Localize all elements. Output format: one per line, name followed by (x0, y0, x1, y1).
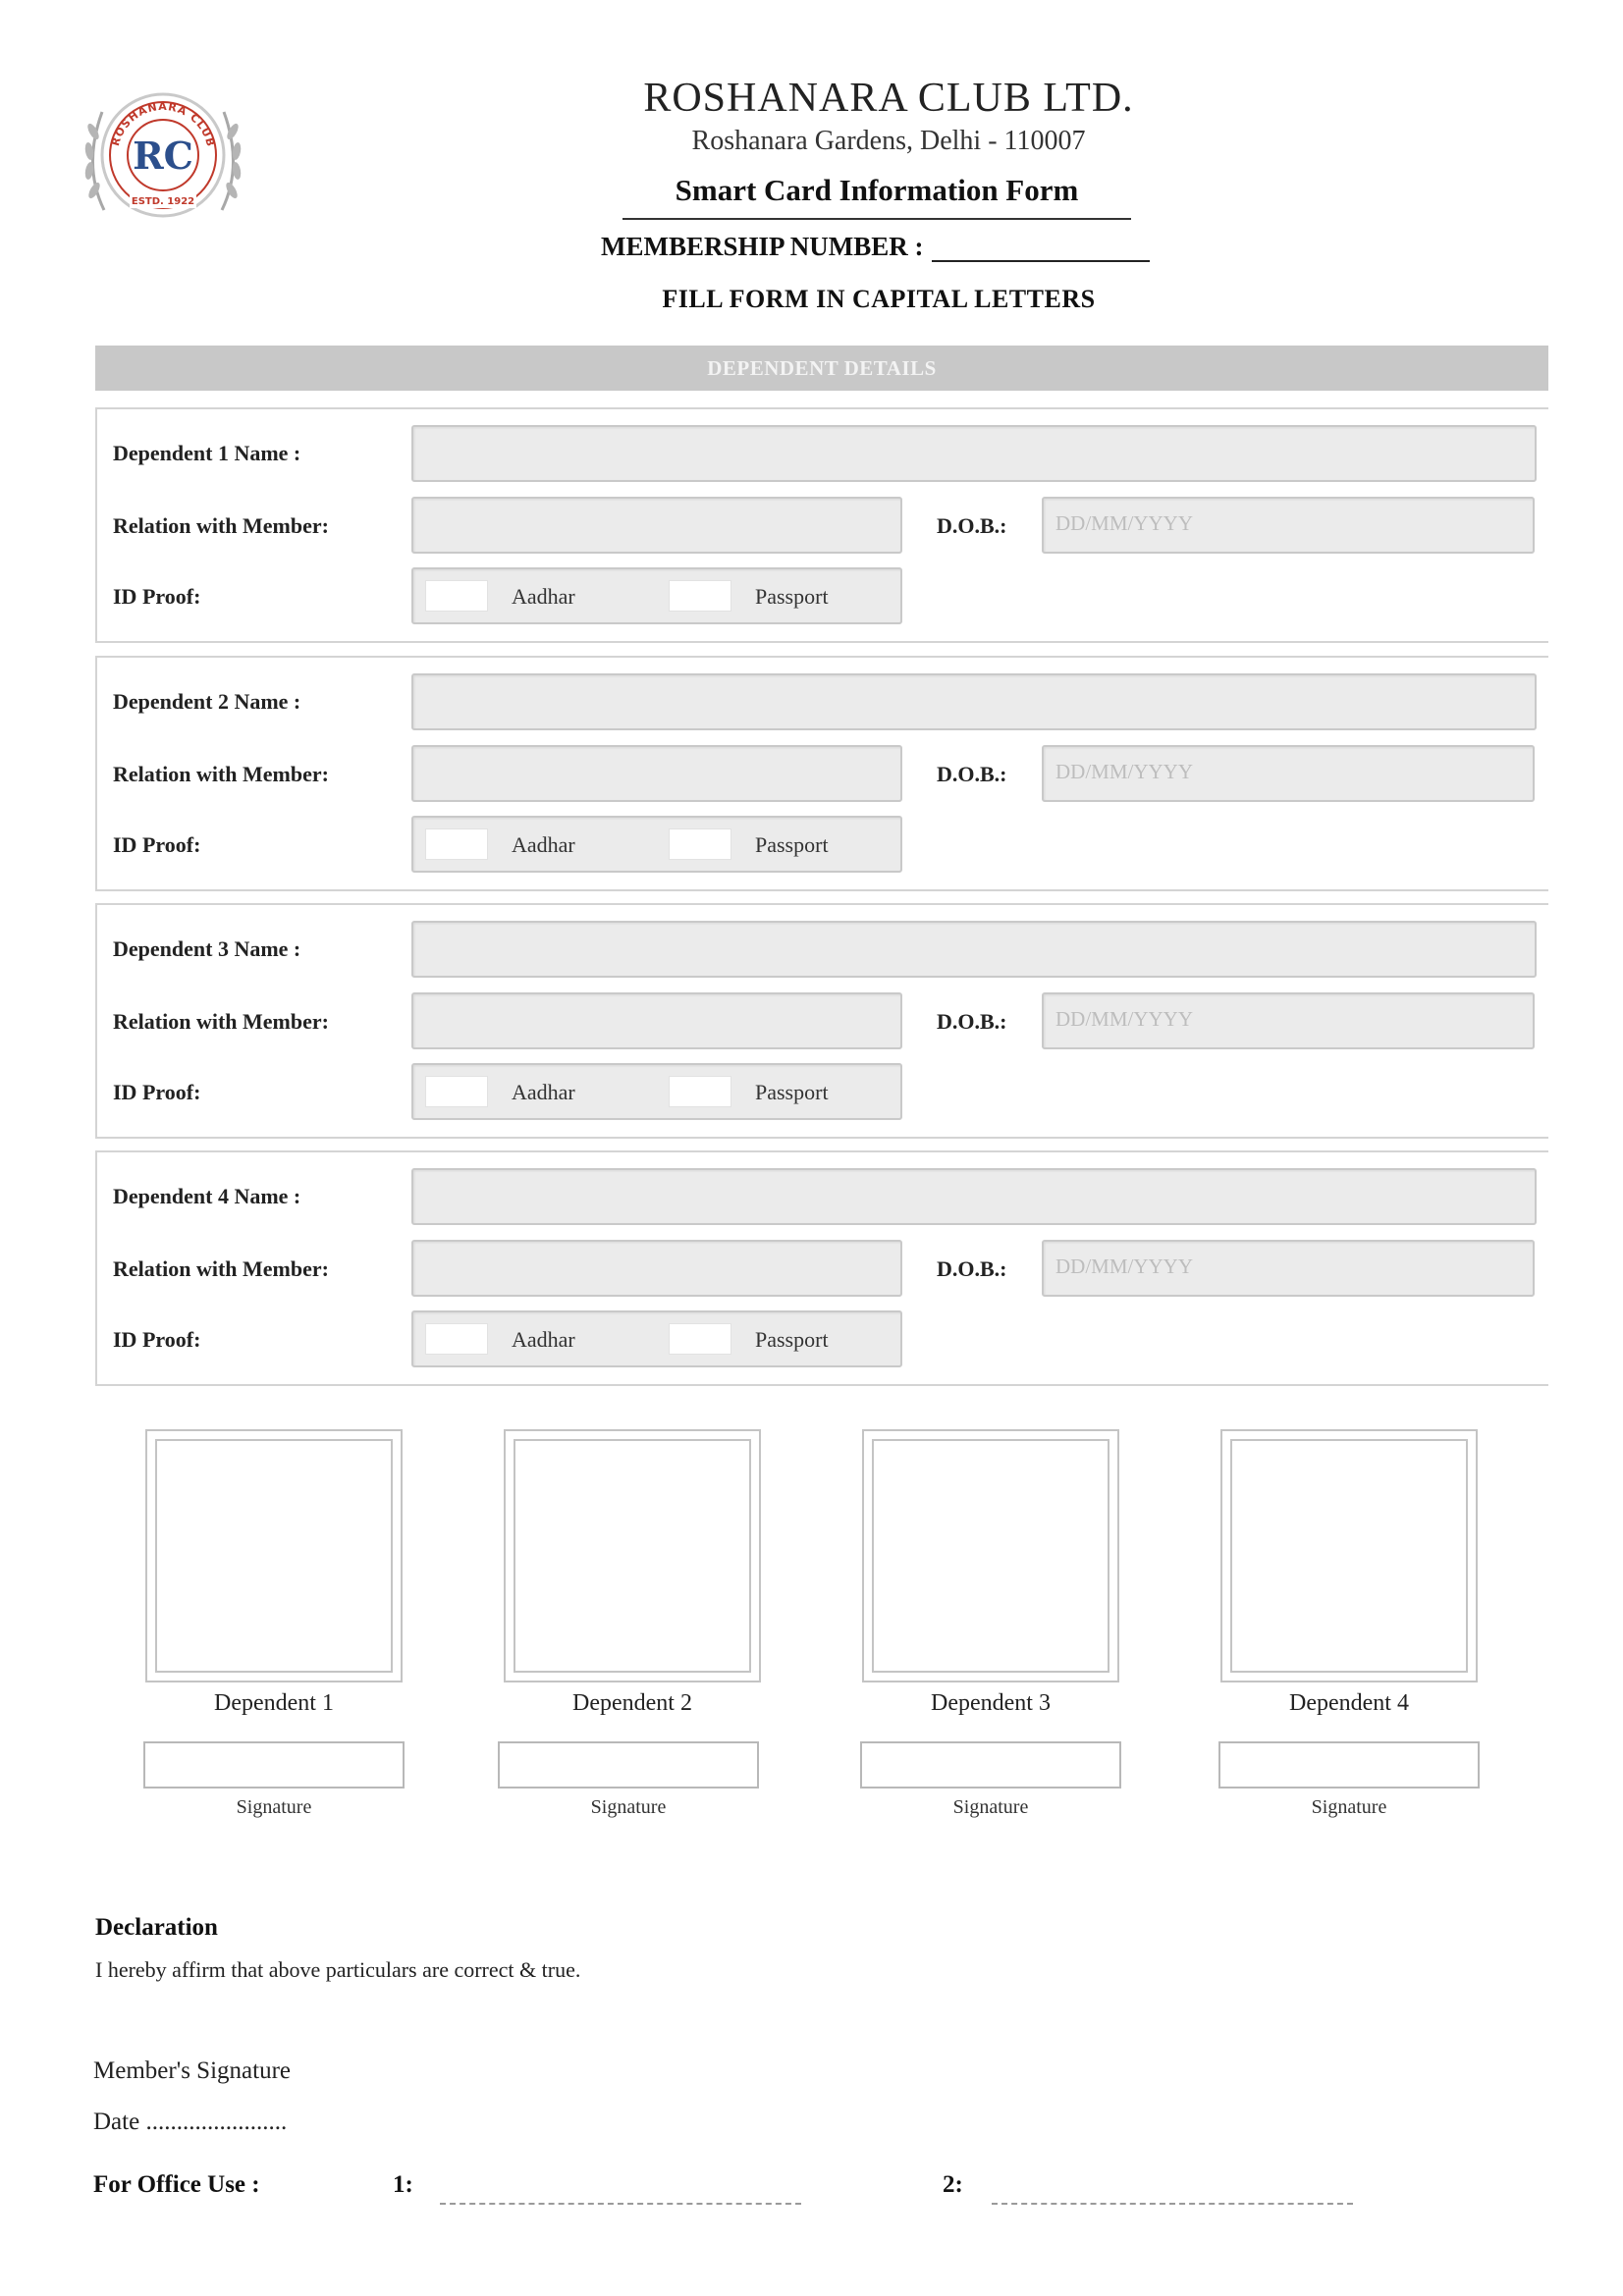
date-label: Date ....................... (93, 2109, 288, 2135)
dependent-3-signature-label: Signature (952, 1796, 1029, 1818)
dependent-2-signature-box[interactable] (498, 1741, 759, 1789)
dependent-2-photo-caption: Dependent 2 (572, 1690, 692, 1716)
dependent-3-aadhar-checkbox[interactable] (425, 1076, 488, 1107)
dependent-4-photo-frame (1230, 1439, 1468, 1673)
dependent-2-block (95, 656, 1548, 891)
svg-text:ROSHANARA CLUB LTD: ROSHANARA CLUB (108, 99, 218, 149)
dependent-1-passport-label: Passport (755, 584, 829, 609)
club-logo (75, 73, 251, 241)
dependent-2-dob-placeholder: DD/MM/YYYY (1055, 760, 1194, 783)
dependent-2-relation-input[interactable] (411, 745, 902, 802)
dependent-4-dob-label: D.O.B.: (937, 1256, 1007, 1281)
dependent-1-block (95, 407, 1548, 643)
dependent-3-passport-checkbox[interactable] (669, 1076, 731, 1107)
dependent-4-id-label: ID Proof: (113, 1327, 201, 1352)
dependent-3-name-input[interactable] (411, 921, 1537, 978)
dependent-3-dob-input[interactable] (1042, 992, 1535, 1049)
dependent-2-passport-checkbox[interactable] (669, 828, 731, 860)
dependent-3-name-label: Dependent 3 Name : (113, 936, 301, 961)
dependent-2-name-input[interactable] (411, 673, 1537, 730)
form-title: Smart Card Information Form (622, 173, 1131, 220)
dependent-4-signature-label: Signature (1311, 1796, 1387, 1818)
dependent-4-id-proof-group (411, 1310, 902, 1367)
dependent-4-name-label: Dependent 4 Name : (113, 1184, 301, 1208)
dependent-3-relation-label: Relation with Member: (113, 1009, 329, 1034)
club-seal-icon (75, 73, 251, 241)
dependent-3-dob-label: D.O.B.: (937, 1009, 1007, 1034)
club-address: Roshanara Gardens, Delhi - 110007 (691, 126, 1086, 156)
dependent-2-photo-frame (514, 1439, 751, 1673)
dependent-1-name-label: Dependent 1 Name : (113, 441, 301, 465)
dependent-3-dob-placeholder: DD/MM/YYYY (1055, 1007, 1194, 1031)
dependent-4-relation-label: Relation with Member: (113, 1256, 329, 1281)
dependent-2-dob-input[interactable] (1042, 745, 1535, 802)
dependent-3-passport-label: Passport (755, 1080, 829, 1104)
membership-number-blank[interactable] (932, 237, 1150, 262)
dependent-1-aadhar-checkbox[interactable] (425, 580, 488, 612)
dependent-2-relation-label: Relation with Member: (113, 762, 329, 786)
dependent-4-dob-placeholder: DD/MM/YYYY (1055, 1255, 1194, 1278)
dependent-4-aadhar-checkbox[interactable] (425, 1323, 488, 1355)
declaration-title: Declaration (95, 1914, 218, 1941)
dependent-4-signature-box[interactable] (1218, 1741, 1480, 1789)
dependent-1-id-label: ID Proof: (113, 584, 201, 609)
dependent-2-id-label: ID Proof: (113, 832, 201, 857)
dependent-4-block (95, 1150, 1548, 1386)
dependent-1-signature-label: Signature (236, 1796, 312, 1818)
dependent-4-name-input[interactable] (411, 1168, 1537, 1225)
dependent-3-photo-frame (872, 1439, 1109, 1673)
dependent-1-photo-caption: Dependent 1 (214, 1690, 334, 1716)
dependent-2-aadhar-checkbox[interactable] (425, 828, 488, 860)
dependent-2-name-label: Dependent 2 Name : (113, 689, 301, 714)
dependent-3-photo-caption: Dependent 3 (931, 1690, 1051, 1716)
dependent-1-dob-label: D.O.B.: (937, 513, 1007, 538)
dependent-1-photo-box (145, 1429, 403, 1682)
dependent-2-dob-label: D.O.B.: (937, 762, 1007, 786)
dependent-4-photo-caption: Dependent 4 (1289, 1690, 1409, 1716)
dependent-4-photo-box (1220, 1429, 1478, 1682)
office-use-label: For Office Use : (93, 2171, 260, 2198)
dependent-2-passport-label: Passport (755, 832, 829, 857)
office-use-2-label: 2: (943, 2171, 963, 2198)
dependent-4-passport-checkbox[interactable] (669, 1323, 731, 1355)
dependent-4-passport-label: Passport (755, 1327, 829, 1352)
dependent-3-id-label: ID Proof: (113, 1080, 201, 1104)
membership-number (601, 232, 1150, 262)
office-use-2-line[interactable] (992, 2203, 1353, 2205)
section-header-dependent-details: DEPENDENT DETAILS (95, 346, 1548, 391)
declaration-text: I hereby affirm that above particulars are correct & true. (95, 1957, 581, 1982)
dependent-1-id-proof-group (411, 567, 902, 624)
svg-text:RC: RC (133, 133, 193, 178)
dependent-4-aadhar-label: Aadhar (512, 1327, 575, 1352)
member-signature-label: Member's Signature (93, 2057, 291, 2084)
dependent-3-aadhar-label: Aadhar (512, 1080, 575, 1104)
dependent-3-photo-box (862, 1429, 1119, 1682)
dependent-1-name-input[interactable] (411, 425, 1537, 482)
svg-text:ESTD. 1922: ESTD. 1922 (131, 196, 195, 207)
dependent-2-photo-box (504, 1429, 761, 1682)
dependent-1-relation-label: Relation with Member: (113, 513, 329, 538)
dependent-1-aadhar-label: Aadhar (512, 584, 575, 609)
form-instruction: FILL FORM IN CAPITAL LETTERS (662, 285, 1096, 313)
membership-number-label: MEMBERSHIP NUMBER : (601, 232, 924, 261)
club-name: ROSHANARA CLUB LTD. (643, 76, 1134, 121)
dependent-1-dob-input[interactable] (1042, 497, 1535, 554)
dependent-3-signature-box[interactable] (860, 1741, 1121, 1789)
dependent-3-relation-input[interactable] (411, 992, 902, 1049)
dependent-3-block (95, 903, 1548, 1139)
dependent-2-signature-label: Signature (590, 1796, 667, 1818)
dependent-1-signature-box[interactable] (143, 1741, 405, 1789)
dependent-4-dob-input[interactable] (1042, 1240, 1535, 1297)
dependent-2-aadhar-label: Aadhar (512, 832, 575, 857)
dependent-1-passport-checkbox[interactable] (669, 580, 731, 612)
dependent-4-relation-input[interactable] (411, 1240, 902, 1297)
dependent-1-relation-input[interactable] (411, 497, 902, 554)
office-use-1-line[interactable] (440, 2203, 801, 2205)
dependent-2-id-proof-group (411, 816, 902, 873)
dependent-3-id-proof-group (411, 1063, 902, 1120)
office-use-1-label: 1: (393, 2171, 413, 2198)
dependent-1-dob-placeholder: DD/MM/YYYY (1055, 511, 1194, 535)
dependent-1-photo-frame (155, 1439, 393, 1673)
